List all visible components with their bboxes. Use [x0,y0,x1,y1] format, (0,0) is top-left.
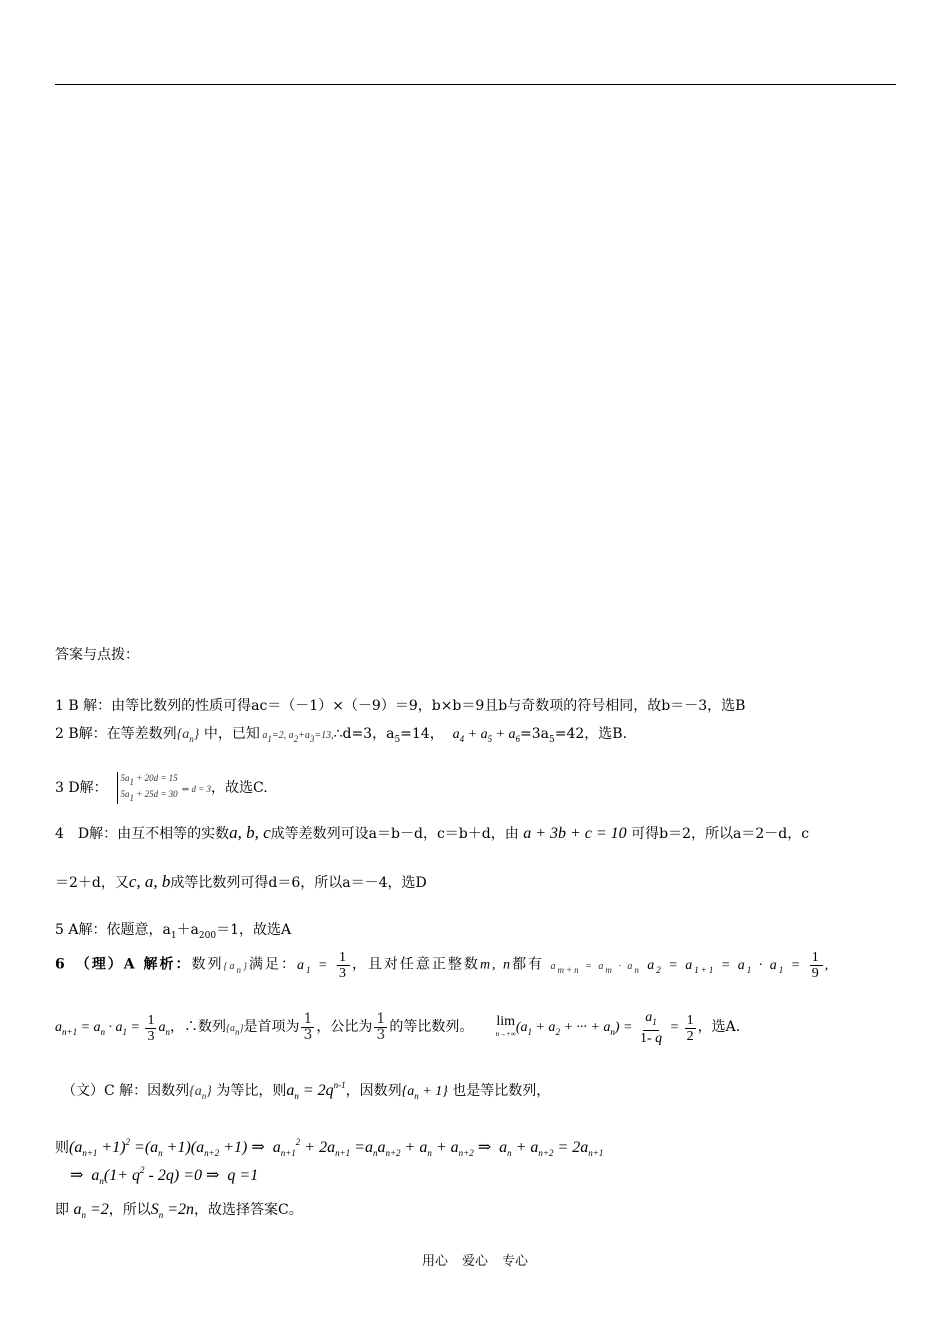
formula-limit: lim n→+∞ ($a_1 + a_2$ + ··· + $a_n$) = $\frac{a_1}{1- q}$ = $\frac{1}{2}$ [495,1010,694,1046]
answer-6-derivation-2 [70,1160,258,1191]
formula-abc: a, b, c [229,823,271,842]
footer-item-2: 爱心 [461,1254,488,1269]
answer-4-text-a: 4 D解：由互不相等的实数 [55,826,230,842]
answer-4-text-b: 成等差数列可设a＝b－d，c＝b＋d，由 [270,826,519,842]
answer-6e-text-b: ，所以 [108,1202,151,1218]
answer-6 [55,950,830,981]
answer-6-text-e: 都有 [512,956,545,973]
formula-cab: c, a, b [128,872,171,891]
footer-item-3: 专心 [502,1254,529,1269]
formula-seq-an: {an} [223,960,249,975]
formula-derivation-2: ⇒ $a_n(1+ q^2 - 2q) =0$ ⇒ q =1 [70,1165,259,1186]
formula-a2-ninth: $a_2 = a_{1+1} = a_1 \cdot a_1$ = $\frac{1}{9}$ , [647,950,831,981]
answer-6e-text-a: 即 [55,1202,69,1218]
footer-item-1: 用心 [421,1254,448,1269]
answer-6-conclusion [55,1200,303,1225]
answer-4b-text-a: ＝2＋d，又 [55,875,129,891]
answer-6b-text-d: 的等比数列。 [389,1019,474,1036]
answer-3-text-a: 3 D解： [55,780,108,796]
answer-6-text-d: ，且对任意正整数 [351,956,480,973]
formula-am-n: am+n = am · an [550,960,641,975]
formula-seq-an-2: {an} [225,1023,244,1038]
answer-4-cont [55,872,427,893]
answer-4b-text-b: 成等比数列可得d＝6，所以a＝－4，选D [170,875,427,891]
answer-3-text-b: ，故选C. [211,780,268,796]
answer-6b-text-c: ，公比为 [316,1019,373,1036]
answer-6c-text-a: （文）C 解：因数列 [62,1083,190,1099]
page-footer [0,1250,950,1269]
formula-mn: m, n [479,957,513,973]
formula-an-bracket: $\{a_n\}$ [189,1084,212,1101]
answer-5: 5 A解：依题意，$a_1+a_{200}=1$，故选A [55,922,292,941]
formula-an1: $a_{n+1} = a_n \cdot a_1$ = $\frac{1}{3}$ $a_n$ [55,1012,170,1044]
answer-6-text-c: 满足： [248,956,297,973]
formula-a4-a5-a6: $a_4 + a_5 + a_6$ [452,727,521,744]
formula-derivation-1: $(a_{n+1} +1)^2 =(a_n +1)(a_{n+2} +1)$ ⇒ $a_{n+1}^2 + 2a_{n+1} =a_na_{n+2} + a_n + a_{n+2}$ ⇒ $a_n + a_{n+2} = 2a_{n+1}$ [69,1137,604,1158]
formula-d-3: ⇒ d = 3 [181,784,212,794]
formula-an-plus-1: $\{a_n + 1\}$ [401,1084,448,1101]
answer-6b-text-b: 是首项为 [243,1019,300,1036]
formula-a-3b-c: a + 3b + c = 10 [523,825,627,842]
answer-2: 2 B解：在等差数列$\{a_n\}$ 中，已知 a1=2, a2+a3=13,∴d=3，$a_5=14$， $a_4 + a_5 + a_6=3a_5=42$，选B. [55,726,628,745]
answer-6-label: 6 （理）A 解析： [55,956,192,973]
answer-5-text-c: ＝1，故选A [216,922,292,938]
answer-6c-text-b: 为等比，则 [216,1083,287,1099]
answer-6b-text-e: ，选A. [697,1019,741,1036]
answer-4-text-c: 可得b＝2，所以a＝2－d，c [631,826,810,842]
answer-3 [55,772,268,804]
fraction-first-term: $\frac{1}{3}$ [303,1010,313,1043]
answer-6d-text-a: 则 [55,1140,69,1156]
answer-6-derivation [55,1132,603,1163]
formula-a1-third: $a_1$ = $\frac{1}{3}$ [296,950,348,981]
answer-6b-text-a: ，∴数列 [169,1019,226,1036]
answer-2-text-e: =3a [520,726,550,742]
answer-5-text-a: 5 A解：依题意，a [55,922,171,938]
answer-6e-text-c: ，故选择答案C。 [194,1202,303,1218]
answer-4 [55,823,809,844]
answer-1: 1 B 解：由等比数列的性质可得ac＝（－1）×（－9）＝9，b×b＝9且b与奇数项的符号相同，故b＝－3，选B [55,698,746,714]
formula-a1-a2-a3: a1=2, a2+a3=13, [259,730,334,744]
answer-5-text-b: ＋a [176,922,199,938]
formula-sn-eq-2n: $S_n =2n$ [150,1201,195,1220]
answer-6c-text-c: ，因数列 [345,1083,402,1099]
answer-2-text-b: 中，已知 [203,726,260,742]
answer-2-text-c: ∴d=3，a [333,726,395,742]
answers-heading: 答案与点拨： [55,647,139,663]
answer-6-wen [62,1075,550,1106]
equation-system: 5a1 + 20d = 15 5a1 + 25d = 30 [117,772,178,804]
answer-2-text-d: =14， [400,726,444,742]
formula-an: $\{a_n\}$ [176,727,200,744]
answer-6-cont [55,1010,740,1046]
answer-2-text-a: 2 B解：在等差数列 [55,726,177,742]
fraction-ratio: $\frac{1}{3}$ [376,1010,386,1043]
answer-2-text-f: =42，选B. [554,726,628,742]
header-rule [55,84,896,85]
answer-6c-text-d: 也是等比数列， [452,1083,551,1099]
formula-an-eq-2: $a_n =2$ [73,1201,109,1220]
answer-6-text-b: 数列 [191,956,224,973]
formula-an-2q: $a_n = 2q^{n-1}$ [286,1080,346,1101]
